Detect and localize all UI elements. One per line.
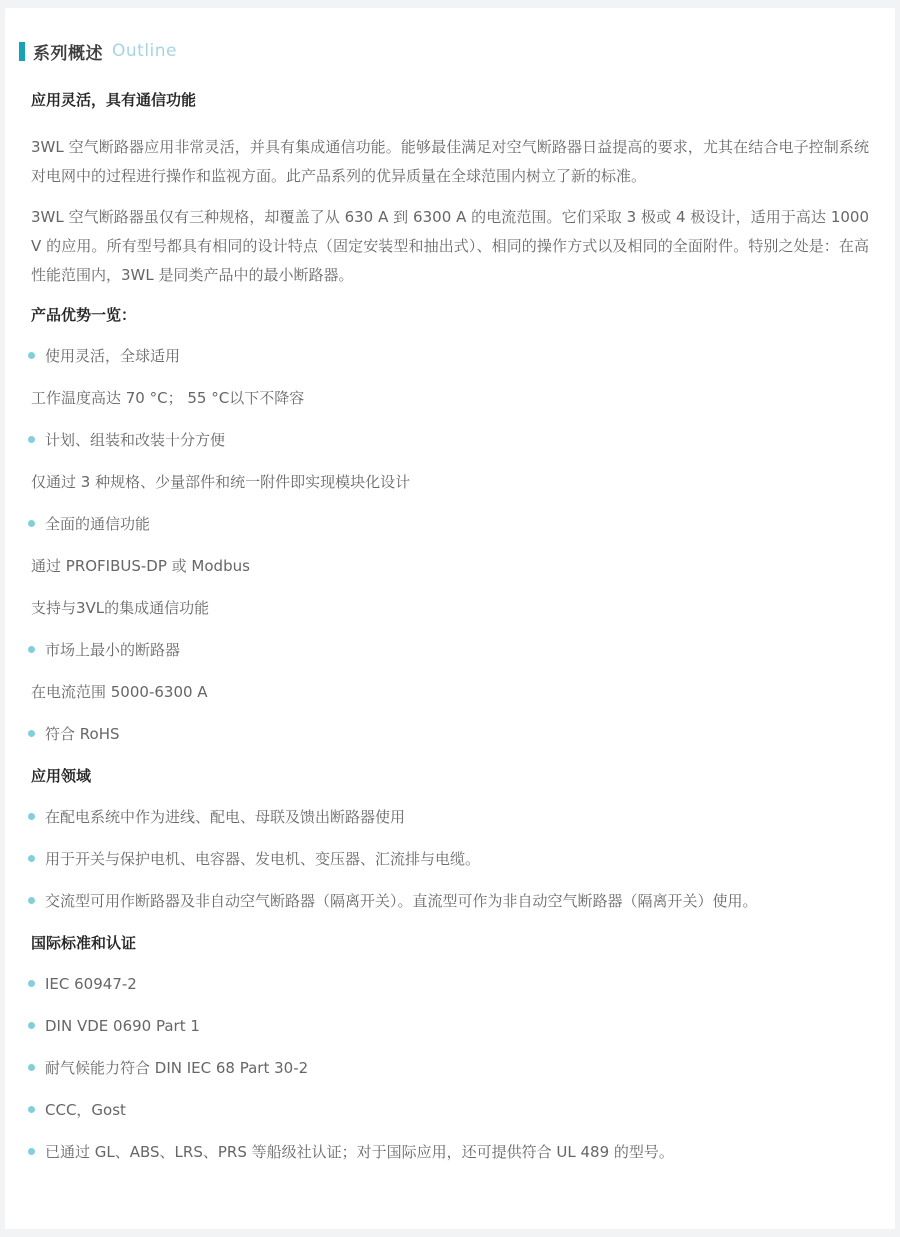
list-item-text: CCC，Gost	[45, 1101, 126, 1119]
list-item-text: 已通过 GL、ABS、LRS、PRS 等船级社认证；对于国际应用，还可提供符合 UL 489 的型号。	[45, 1143, 674, 1161]
feature-list	[31, 348, 869, 742]
list-item	[31, 390, 869, 406]
list-item	[31, 893, 869, 909]
list-item	[31, 726, 869, 742]
accent-bar-icon	[19, 42, 25, 61]
list-item-text: 在电流范围 5000-6300 A	[31, 683, 208, 701]
list-item	[31, 976, 869, 992]
list-item-text: 全面的通信功能	[45, 515, 151, 533]
list-item	[31, 1018, 869, 1034]
page-header	[19, 40, 869, 62]
page-title-cn: 系列概述	[33, 43, 103, 64]
section-heading: 应用领域	[31, 767, 92, 785]
bullet-dot-icon	[28, 646, 35, 653]
bullet-dot-icon	[28, 980, 35, 987]
bullet-dot-icon	[28, 436, 35, 443]
bullet-dot-icon	[28, 1064, 35, 1071]
bullet-dot-icon	[28, 1106, 35, 1113]
list-item-text: 通过 PROFIBUS-DP 或 Modbus	[31, 557, 250, 575]
bullet-dot-icon	[28, 352, 35, 359]
list-item	[31, 432, 869, 448]
section-heading: 应用灵活，具有通信功能	[31, 91, 197, 109]
list-item	[31, 809, 869, 825]
list-item-text: 交流型可用作断路器及非自动空气断路器（隔离开关）。直流型可作为非自动空气断路器（隔离开关）使用。	[45, 892, 758, 910]
bullet-dot-icon	[28, 520, 35, 527]
list-item-text: 市场上最小的断路器	[45, 641, 181, 659]
bullet-dot-icon	[28, 1022, 35, 1029]
content-section	[31, 935, 869, 1160]
list-item	[31, 516, 869, 532]
body-paragraph: 3WL 空气断路器虽仅有三种规格，却覆盖了从 630 A 到 6300 A 的电流范围。它们采取 3 极或 4 极设计，适用于高达 1000 V 的应用。所有型号都具有相同的设计特点（固定安装型和抽出式）、相同的操作方式以及相同的全面附件。特别之处是：在高性能范围内，3WL 是同类产品中的最小断路器。	[31, 208, 869, 284]
list-item	[31, 348, 869, 364]
list-item	[31, 851, 869, 867]
list-item	[31, 558, 869, 574]
list-item	[31, 1144, 869, 1160]
list-item	[31, 642, 869, 658]
content-card	[5, 8, 895, 1229]
list-item-text: IEC 60947-2	[45, 975, 137, 993]
section-heading: 国际标准和认证	[31, 934, 137, 952]
list-item	[31, 1102, 869, 1118]
list-item-text: 使用灵活，全球适用	[45, 347, 181, 365]
list-item-text: DIN VDE 0690 Part 1	[45, 1017, 200, 1035]
bullet-dot-icon	[28, 730, 35, 737]
list-item	[31, 684, 869, 700]
bullet-dot-icon	[28, 813, 35, 820]
page-title-en: Outline	[112, 41, 178, 61]
list-item-text: 工作温度高达 70 °C； 55 °C以下不降容	[31, 389, 305, 407]
list-item-text: 计划、组装和改装十分方便	[45, 431, 226, 449]
list-item-text: 支持与3VL的集成通信功能	[31, 599, 210, 617]
list-item	[31, 474, 869, 490]
list-item-text: 用于开关与保护电机、电容器、发电机、变压器、汇流排与电缆。	[45, 850, 481, 868]
list-item-text: 在配电系统中作为进线、配电、母联及馈出断路器使用	[45, 808, 406, 826]
bullet-dot-icon	[28, 855, 35, 862]
list-item	[31, 1060, 869, 1076]
section-heading: 产品优势一览：	[31, 306, 137, 324]
list-item	[31, 600, 869, 616]
content-section	[31, 768, 869, 909]
bullet-dot-icon	[28, 897, 35, 904]
list-item-text: 仅通过 3 种规格、少量部件和统一附件即实现模块化设计	[31, 473, 411, 491]
list-item-text: 耐气候能力符合 DIN IEC 68 Part 30-2	[45, 1059, 309, 1077]
feature-list	[31, 976, 869, 1160]
list-item-text: 符合 RoHS	[45, 725, 120, 743]
content-section	[31, 307, 869, 742]
body-paragraph: 3WL 空气断路器应用非常灵活，并具有集成通信功能。能够最佳满足对空气断路器日益提高的要求，尤其在结合电子控制系统对电网中的过程进行操作和监视方面。此产品系列的优异质量在全球范围内树立了新的标准。	[31, 138, 869, 185]
feature-list	[31, 809, 869, 909]
content-sections	[31, 92, 869, 1160]
content-section	[31, 92, 869, 290]
bullet-dot-icon	[28, 1148, 35, 1155]
